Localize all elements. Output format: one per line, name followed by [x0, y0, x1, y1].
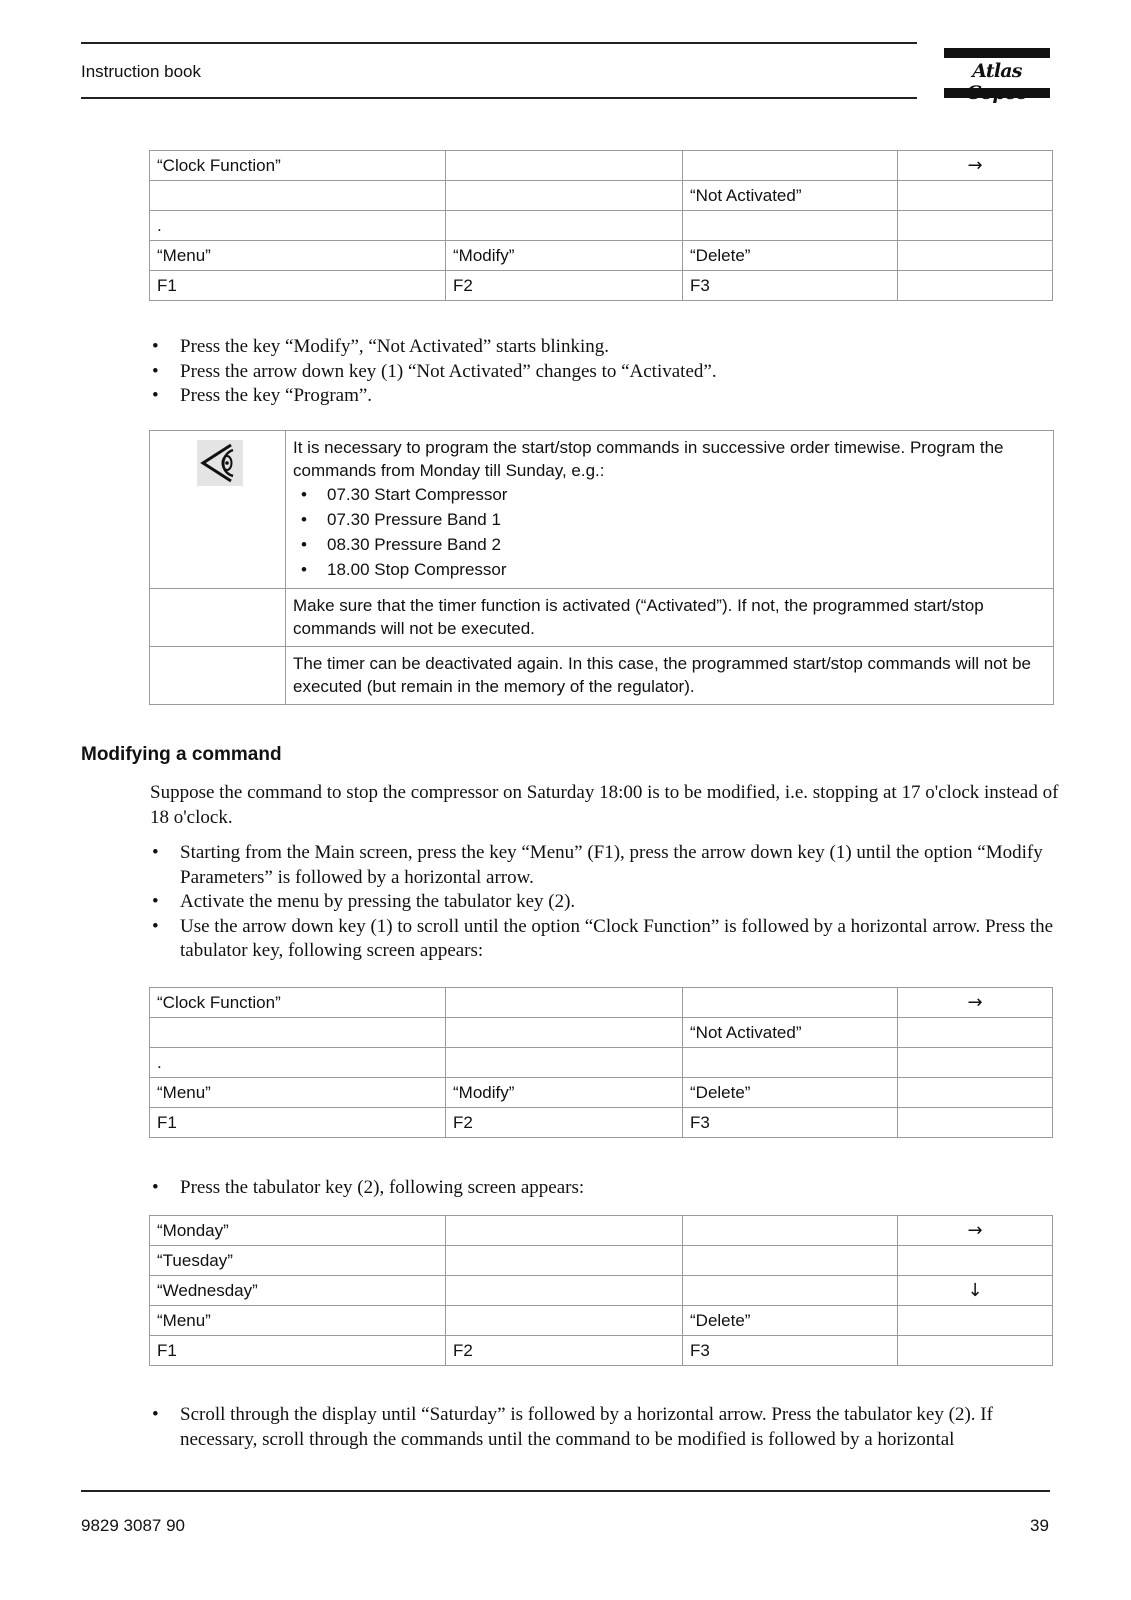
screen-cell — [898, 1048, 1053, 1078]
screen-cell — [446, 1246, 683, 1276]
screen-row — [150, 1276, 1053, 1306]
note-example: 07.30 Start Compressor — [327, 485, 508, 504]
screen-cell: F3 — [683, 271, 898, 301]
note-empty-cell — [150, 589, 286, 647]
list-item: • Activate the menu by pressing the tabulator key (2). — [152, 891, 576, 912]
bullet-list-2 — [150, 841, 1055, 964]
list-item: • 18.00 Stop Compressor — [301, 560, 507, 579]
screen-cell — [683, 988, 898, 1018]
screen-cell: “Modify” — [446, 241, 683, 271]
list-item: • Use the arrow down key (1) to scroll until the option “Clock Function” is followed by a horizontal arrow. Press the tabulator key, following screen appears: — [152, 915, 1054, 961]
screen-cell: “Tuesday” — [150, 1246, 446, 1276]
screen-cell: “Monday” — [150, 1216, 446, 1246]
screen-cell: “Clock Function” — [150, 151, 446, 181]
list-item-text: Press the arrow down key (1) “Not Activated” changes to “Activated”. — [180, 360, 717, 382]
screen-cell — [898, 1018, 1053, 1048]
screen-cell: F2 — [446, 1336, 683, 1366]
note-activation-text: Make sure that the timer function is activated (“Activated”). If not, the programmed start/stop commands will not be executed. — [286, 589, 1054, 647]
screen-row — [150, 1078, 1053, 1108]
screen-cell: “Delete” — [683, 1306, 898, 1336]
screen-row — [150, 1018, 1053, 1048]
screen-cell: F3 — [683, 1336, 898, 1366]
note-empty-cell — [150, 647, 286, 705]
screen-cell — [898, 181, 1053, 211]
logo-wordmark: Atlas — [972, 60, 1022, 82]
screen-cell — [683, 151, 898, 181]
screen-row — [150, 181, 1053, 211]
bullet-list-4 — [150, 1403, 1055, 1452]
screen-cell — [446, 1048, 683, 1078]
screen-cell: F1 — [150, 1108, 446, 1138]
section-heading: Modifying a command — [81, 744, 282, 765]
footer-rule — [81, 1490, 1050, 1492]
screen-cell — [446, 1216, 683, 1246]
screen-cell: “Wednesday” — [150, 1276, 446, 1306]
list-item: • Press the tabulator key (2), following screen appears: — [152, 1177, 585, 1198]
eye-note-icon — [151, 432, 284, 492]
screen-cell: F1 — [150, 271, 446, 301]
arrow-right-icon: → — [898, 1216, 1053, 1246]
screen-cell: “Delete” — [683, 241, 898, 271]
note-example: 18.00 Stop Compressor — [327, 560, 507, 579]
screen-cell — [446, 151, 683, 181]
note-table — [149, 430, 1054, 705]
screen-cell — [898, 1078, 1053, 1108]
section-intro: Suppose the command to stop the compressor on Saturday 18:00 is to be modified, i.e. stopping at 17 o'clock instead of 18 o'clock. — [150, 782, 1059, 828]
clock-function-screen-1 — [149, 150, 1053, 301]
list-item: • Press the key “Modify”, “Not Activated” starts blinking. — [152, 336, 609, 357]
header-top-rule — [81, 42, 917, 44]
screen-row — [150, 151, 1053, 181]
screen-cell — [683, 1276, 898, 1306]
screen-cell — [683, 1246, 898, 1276]
list-item-text: Press the key “Modify”, “Not Activated” starts blinking. — [180, 336, 609, 357]
screen-cell: “Not Activated” — [683, 181, 898, 211]
screen-row — [150, 241, 1053, 271]
weekday-screen — [149, 1215, 1053, 1366]
screen-row — [150, 1216, 1053, 1246]
screen-row — [150, 1336, 1053, 1366]
list-item: • Scroll through the display until “Saturday” is followed by a horizontal arrow. Press the tabulator key (2). If necessary, scroll through the commands until the command to be modified is followed by a horizontal — [152, 1404, 993, 1450]
header-bottom-rule — [81, 97, 917, 99]
list-item-text: Activate the menu by pressing the tabulator key (2). — [180, 891, 576, 912]
arrow-right-icon: → — [898, 988, 1053, 1018]
screen-cell — [446, 1276, 683, 1306]
screen-cell: “Not Activated” — [683, 1018, 898, 1048]
screen-cell: “Clock Function” — [150, 988, 446, 1018]
bullet-list-1 — [150, 335, 1055, 409]
screen-cell — [898, 1108, 1053, 1138]
screen-cell — [150, 181, 446, 211]
screen-cell — [898, 241, 1053, 271]
header-title: Instruction book — [81, 62, 202, 81]
note-intro: It is necessary to program the start/stop commands in successive order timewise. Program the commands from Monday till Sunday, e.g.: — [293, 438, 1004, 480]
screen-row — [150, 271, 1053, 301]
list-item: • 08.30 Pressure Band 2 — [301, 535, 501, 554]
screen-cell: F3 — [683, 1108, 898, 1138]
list-item-text: Starting from the Main screen, press the key “Menu” (F1), press the arrow down key (1) until the option “Modify Parameters” is followed by a horizontal arrow. — [180, 842, 1043, 888]
list-item-text: Press the key “Program”. — [180, 385, 373, 406]
screen-cell: “Modify” — [446, 1078, 683, 1108]
screen-cell — [446, 1018, 683, 1048]
document-number: 9829 3087 90 — [81, 1516, 185, 1535]
screen-cell: F2 — [446, 271, 683, 301]
bullet-list-3 — [150, 1176, 1055, 1201]
list-item: • Press the arrow down key (1) “Not Activated” changes to “Activated”. — [152, 360, 717, 382]
note-icon-cell — [150, 431, 286, 589]
screen-row — [150, 1246, 1053, 1276]
screen-cell: F2 — [446, 1108, 683, 1138]
screen-cell — [898, 1246, 1053, 1276]
screen-cell: . — [150, 1048, 446, 1078]
page-number: 39 — [1030, 1516, 1049, 1535]
screen-cell — [683, 1048, 898, 1078]
list-item-text: Scroll through the display until “Saturday” is followed by a horizontal arrow. Press the tabulator key (2). If necessary, scroll through the commands until the command to be modified is followed by a horizontal — [180, 1404, 993, 1450]
screen-cell — [150, 1018, 446, 1048]
arrow-right-icon: → — [898, 151, 1053, 181]
screen-cell — [898, 211, 1053, 241]
screen-cell: . — [150, 211, 446, 241]
screen-cell: “Menu” — [150, 1306, 446, 1336]
list-item-text: Use the arrow down key (1) to scroll until the option “Clock Function” is followed by a horizontal arrow. Press the tabulator key, following screen appears: — [180, 915, 1054, 961]
atlas-copco-logo — [944, 48, 1050, 100]
list-item: • Starting from the Main screen, press the key “Menu” (F1), press the arrow down key (1) until the option “Modify Parameters” is followed by a horizontal arrow. — [152, 842, 1043, 888]
screen-cell — [683, 1216, 898, 1246]
screen-cell — [683, 211, 898, 241]
screen-cell — [898, 1306, 1053, 1336]
screen-cell — [446, 211, 683, 241]
list-item-text: Press the tabulator key (2), following screen appears: — [180, 1177, 585, 1198]
note-example: 07.30 Pressure Band 1 — [327, 510, 501, 529]
screen-cell — [898, 1336, 1053, 1366]
clock-function-screen-2 — [149, 987, 1053, 1138]
note-text-cell — [286, 431, 1054, 589]
list-item: • 07.30 Pressure Band 1 — [301, 510, 501, 529]
screen-row — [150, 211, 1053, 241]
arrow-down-icon: ↓ — [898, 1276, 1053, 1306]
screen-cell: F1 — [150, 1336, 446, 1366]
screen-cell — [446, 181, 683, 211]
note-example: 08.30 Pressure Band 2 — [327, 535, 501, 554]
screen-row — [150, 1306, 1053, 1336]
screen-cell — [446, 1306, 683, 1336]
screen-row — [150, 988, 1053, 1018]
screen-cell: “Menu” — [150, 1078, 446, 1108]
screen-row — [150, 1048, 1053, 1078]
screen-cell — [446, 988, 683, 1018]
screen-cell — [898, 271, 1053, 301]
list-item: • Press the key “Program”. — [152, 385, 373, 406]
list-item: • 07.30 Start Compressor — [301, 485, 508, 504]
screen-row — [150, 1108, 1053, 1138]
screen-cell: “Delete” — [683, 1078, 898, 1108]
screen-cell: “Menu” — [150, 241, 446, 271]
note-deactivation-text: The timer can be deactivated again. In this case, the programmed start/stop commands will not be executed (but remain in the memory of the regulator). — [286, 647, 1054, 705]
